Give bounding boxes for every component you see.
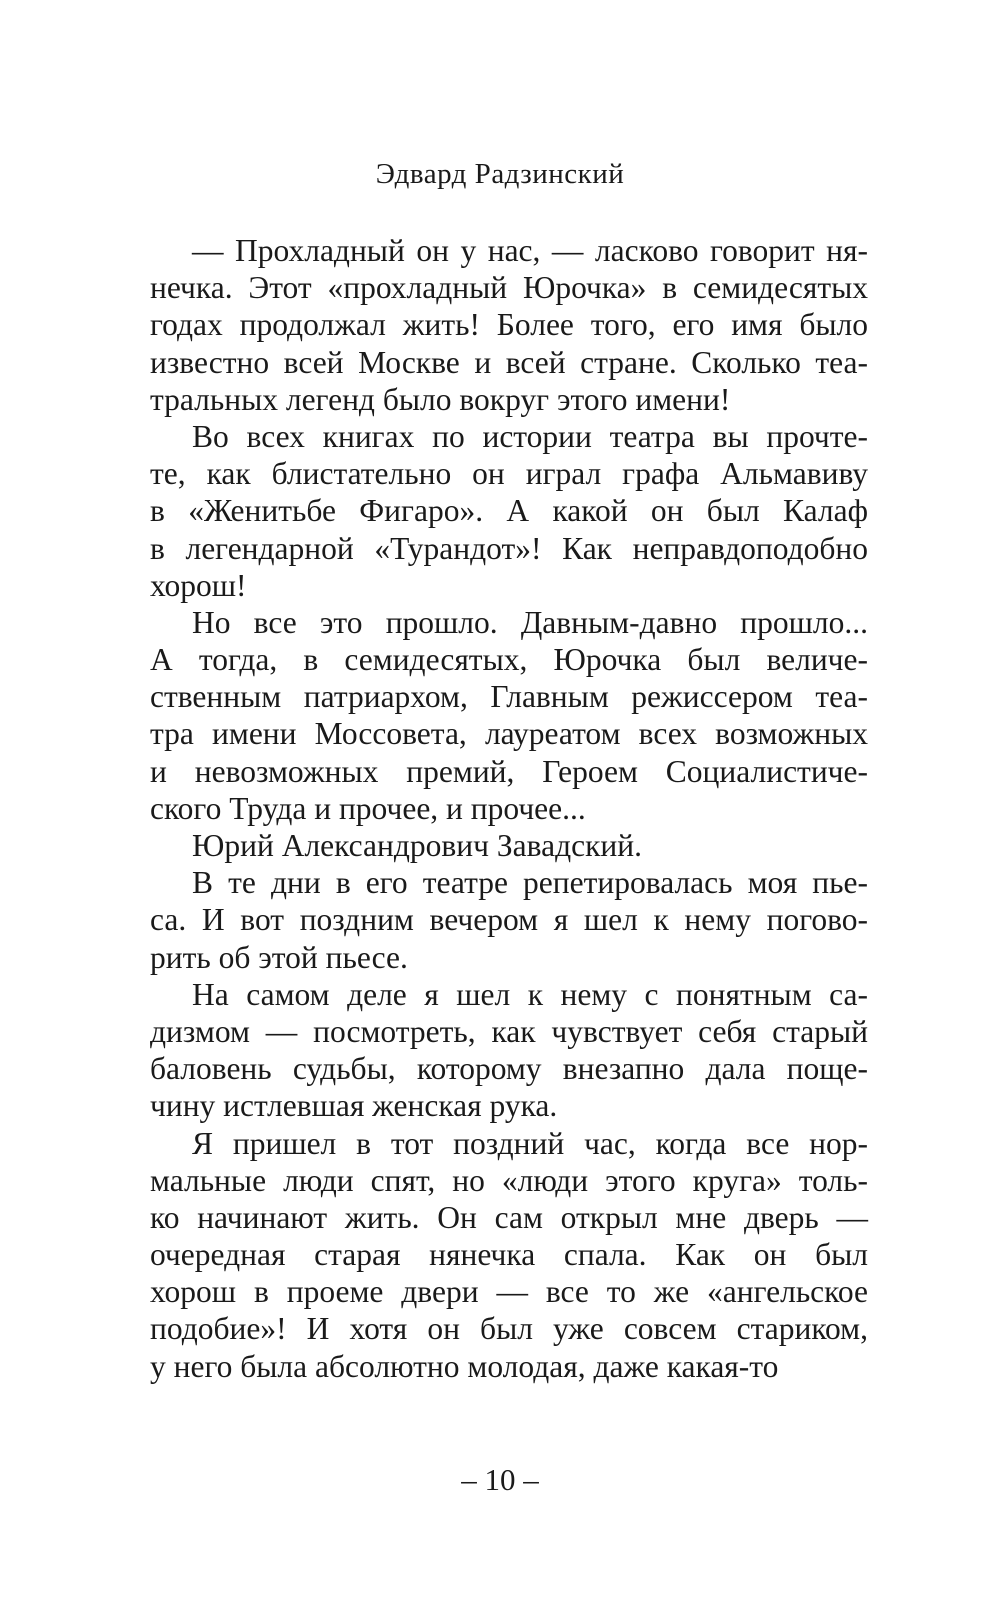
text-line: ского Труда и прочее, и прочее... [150, 790, 586, 826]
text-line: очередная старая нянечка спала. Как он был [150, 1237, 868, 1273]
text-line: хорош! [150, 567, 247, 603]
text-line: Во всех книгах по истории театра вы прочте- [192, 418, 868, 454]
text-line: тра имени Моссовета, лауреатом всех возможных [150, 716, 868, 752]
text-line: Но все это прошло. Давным-давно прошло... [192, 604, 868, 640]
text-line: тральных легенд было вокруг этого имени! [150, 381, 731, 417]
text-line: ственным патриархом, Главным режиссером теа- [150, 679, 868, 715]
text-line: те, как блистательно он играл графа Альмавиву [150, 456, 868, 492]
running-head-author: Эдвард Радзинский [375, 158, 625, 190]
text-line: хорош в проеме двери — все то же «ангельское [150, 1274, 868, 1310]
paragraph [150, 418, 868, 604]
text-line: дизмом — посмотреть, как чувствует себя старый [150, 1013, 868, 1049]
text-line: са. И вот поздним вечером я шел к нему погово- [150, 902, 868, 938]
text-line: известно всей Москве и всей стране. Сколько теа- [150, 344, 868, 380]
text-line: Я пришел в тот поздний час, когда все нор- [192, 1125, 868, 1161]
text-line: в «Женитьбе Фигаро». А какой он был Калаф [150, 493, 868, 529]
text-line: чину истлевшая женская рука. [150, 1088, 558, 1124]
text-line: В те дни в его театре репетировалась моя пье- [192, 865, 868, 901]
text-line: у него была абсолютно молодая, даже какая-то [150, 1348, 779, 1384]
text-line: и невозможных премий, Героем Социалистиче- [150, 753, 868, 789]
text-line: А тогда, в семидесятых, Юрочка был величе- [150, 642, 868, 678]
text-line: нечка. Этот «прохладный Юрочка» в семидесятых [150, 270, 868, 306]
text-line: Юрий Александрович Завадский. [192, 828, 642, 863]
text-line: рить об этой пьесе. [150, 939, 408, 975]
paragraph [150, 1125, 868, 1385]
text-line: мальные люди спят, но «люди этого круга» толь- [150, 1162, 868, 1198]
paragraph [150, 976, 868, 1125]
text-line: подобие»! И хотя он был уже совсем стариком, [150, 1311, 868, 1347]
text-line: годах продолжал жить! Более того, его имя было [150, 307, 868, 343]
body-text [150, 232, 868, 1385]
text-line: в легендарной «Турандот»! Как неправдоподобно [150, 530, 868, 566]
text-line: На самом деле я шел к нему с понятным са- [192, 976, 868, 1012]
text-line: ко начинают жить. Он сам открыл мне дверь — [150, 1199, 868, 1235]
text-line: баловень судьбы, которому внезапно дала поще- [150, 1051, 868, 1087]
paragraph [150, 604, 868, 827]
paragraph [150, 232, 868, 418]
paragraph [150, 864, 868, 976]
page-number: – 10 – [461, 1462, 539, 1497]
paragraph [150, 827, 868, 864]
text-line: — Прохладный он у нас, — ласково говорит ня- [192, 233, 868, 268]
